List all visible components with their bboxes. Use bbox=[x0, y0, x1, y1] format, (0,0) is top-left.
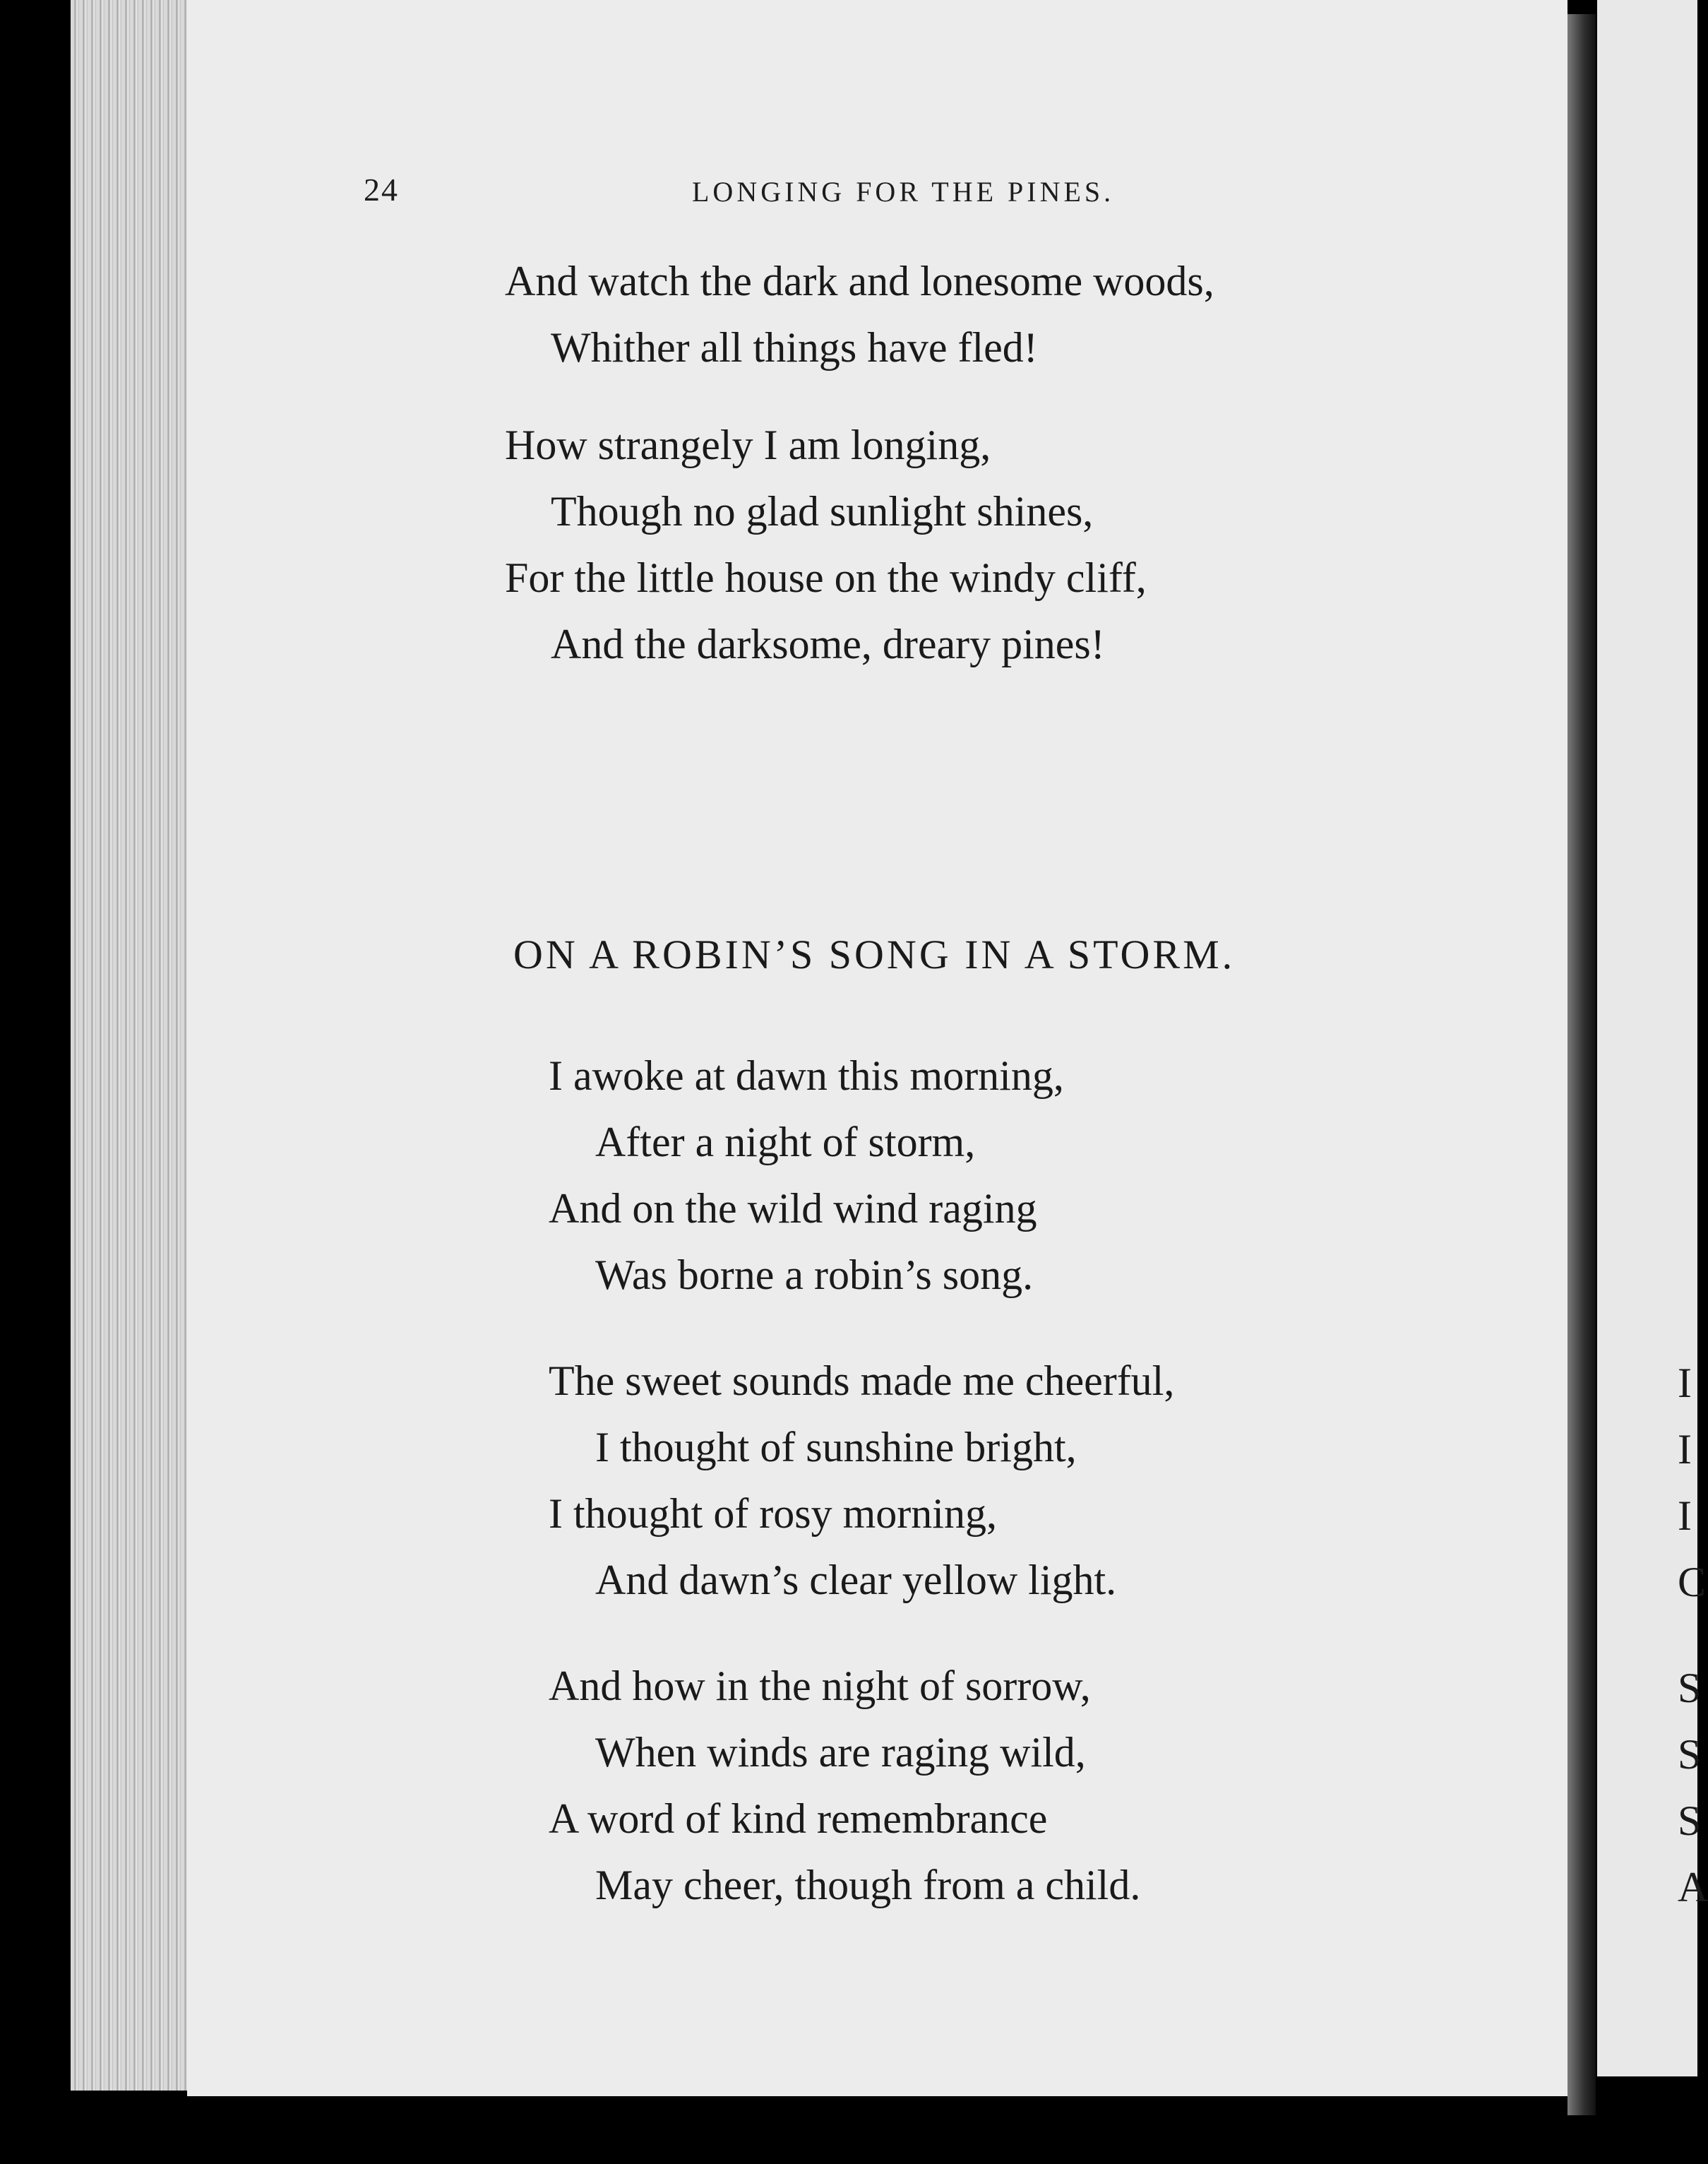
facing-page-letter: I bbox=[1678, 1360, 1692, 1406]
verse-line: How strangely I am longing, bbox=[505, 422, 991, 468]
facing-page-letter: C bbox=[1678, 1559, 1707, 1605]
verse-line: When winds are raging wild, bbox=[595, 1729, 1086, 1776]
book-gutter bbox=[1567, 14, 1596, 2115]
verse-line: Though no glad sunlight shines, bbox=[551, 488, 1094, 535]
facing-page-letter: A bbox=[1678, 1864, 1708, 1910]
verse-line: For the little house on the windy cliff, bbox=[505, 554, 1147, 601]
verse-line: After a night of storm, bbox=[595, 1119, 976, 1165]
verse-line: And watch the dark and lonesome woods, bbox=[505, 258, 1214, 304]
running-title: LONGING FOR THE PINES. bbox=[692, 176, 1115, 208]
verse-line: And the darksome, dreary pines! bbox=[551, 621, 1105, 667]
poem-title: ON A ROBIN’S SONG IN A STORM. bbox=[513, 932, 1236, 977]
verse-line: Whither all things have fled! bbox=[551, 324, 1038, 371]
verse-line: And dawn’s clear yellow light. bbox=[595, 1557, 1117, 1603]
facing-page-letter: S bbox=[1678, 1731, 1702, 1778]
page-edge-stack bbox=[71, 0, 191, 2091]
verse-line: A word of kind remembrance bbox=[549, 1795, 1048, 1842]
verse-line: I thought of sunshine bright, bbox=[595, 1424, 1077, 1470]
verse-line: The sweet sounds made me cheerful, bbox=[549, 1357, 1175, 1404]
book-page bbox=[187, 0, 1567, 2096]
verse-line: I awoke at dawn this morning, bbox=[549, 1052, 1064, 1099]
verse-line: May cheer, though from a child. bbox=[595, 1862, 1141, 1908]
facing-page-letter: I bbox=[1678, 1426, 1692, 1473]
facing-page-letter: S bbox=[1678, 1797, 1702, 1844]
verse-line: And how in the night of sorrow, bbox=[549, 1663, 1091, 1709]
verse-line: I thought of rosy morning, bbox=[549, 1490, 997, 1537]
verse-line: And on the wild wind raging bbox=[549, 1185, 1037, 1232]
facing-page-letter: I bbox=[1678, 1492, 1692, 1539]
facing-page-letter: S bbox=[1678, 1665, 1702, 1711]
page-number: 24 bbox=[364, 172, 399, 208]
verse-line: Was borne a robin’s song. bbox=[595, 1252, 1034, 1298]
